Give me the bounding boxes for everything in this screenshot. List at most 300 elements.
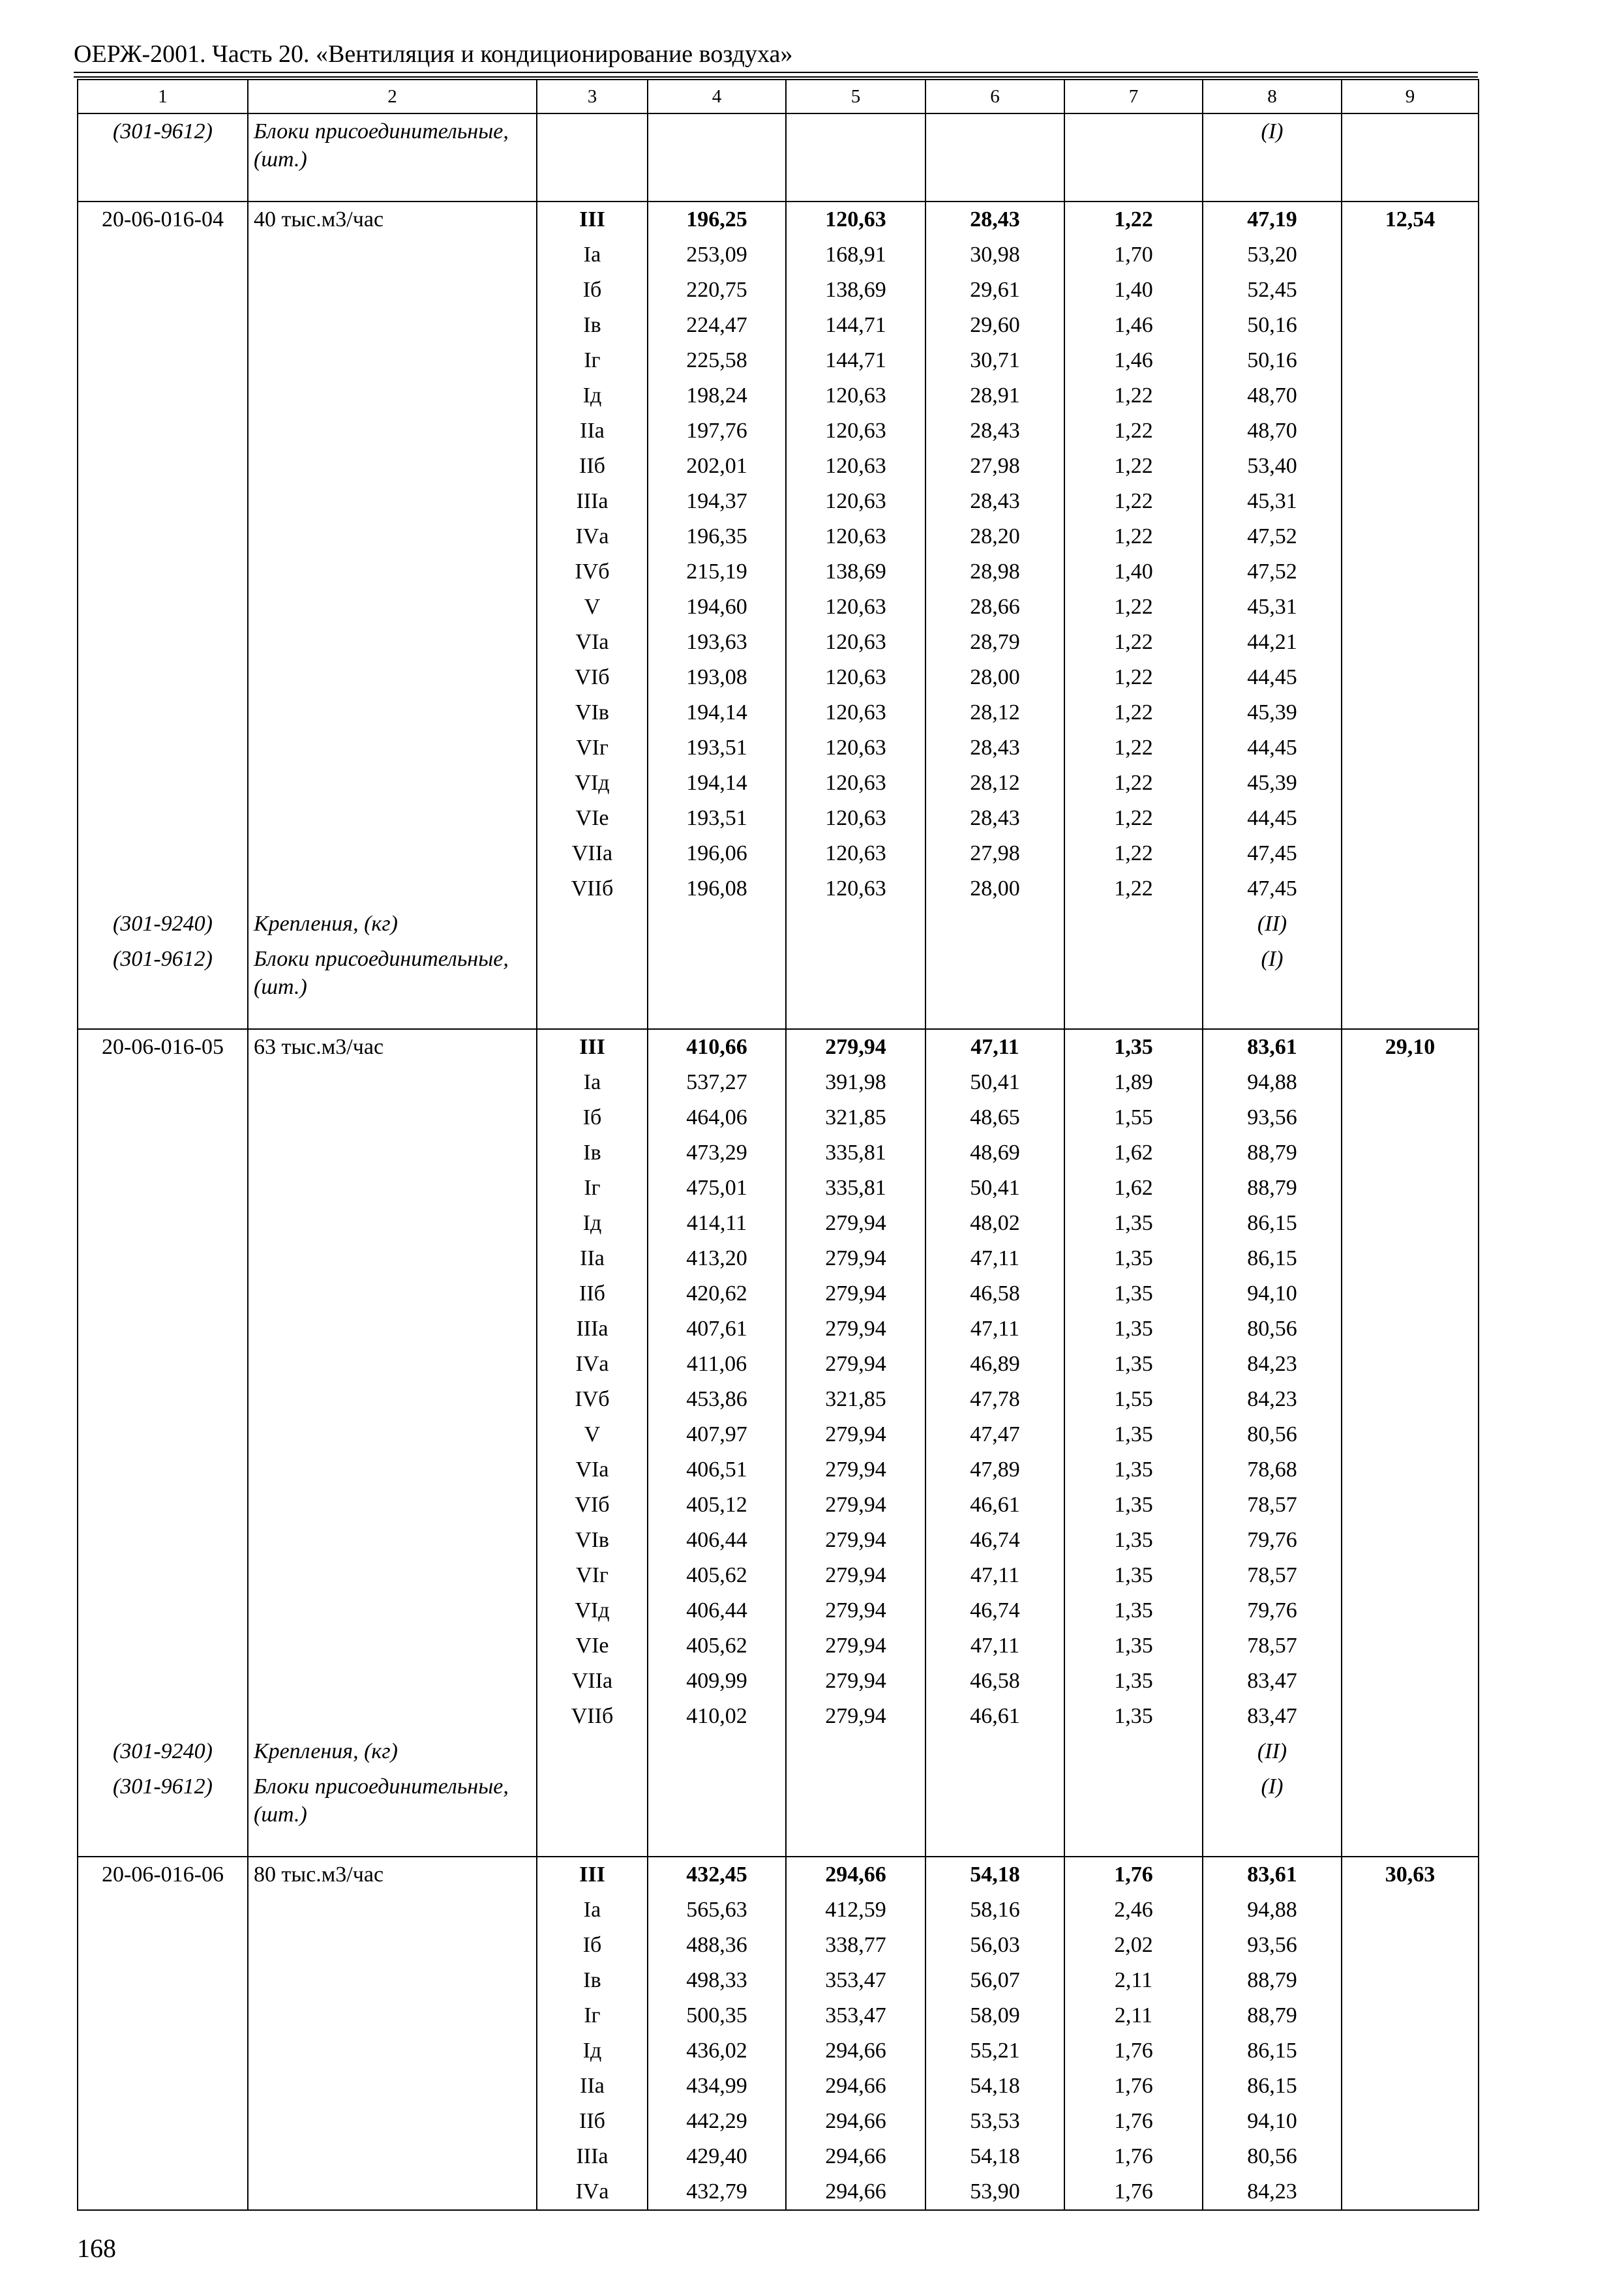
empty-cell	[1342, 1171, 1479, 1206]
empty-cell	[248, 1241, 537, 1276]
col7-value: 1,89	[1064, 1065, 1203, 1100]
empty-cell	[248, 1347, 537, 1382]
empty-cell	[248, 730, 537, 766]
empty-cell	[248, 2139, 537, 2174]
resource-name: Крепления, (кг)	[248, 906, 537, 942]
column-number-2: 2	[248, 80, 537, 113]
item-name: 63 тыс.м3/час	[248, 1029, 537, 1065]
col8-value: 53,20	[1203, 237, 1342, 273]
empty-cell	[248, 1135, 537, 1171]
table-row	[78, 1488, 1479, 1523]
empty-cell	[248, 237, 537, 273]
col4-value: 194,60	[648, 590, 786, 625]
col7-value: 1,22	[1064, 695, 1203, 730]
empty-cell	[1342, 766, 1479, 801]
column-number-9: 9	[1342, 80, 1479, 113]
col7-value: 1,40	[1064, 554, 1203, 590]
table-row	[78, 590, 1479, 625]
col7-value: 1,22	[1064, 871, 1203, 906]
empty-cell	[1342, 2069, 1479, 2104]
col7-value: 1,22	[1064, 836, 1203, 871]
resource-value: (I)	[1203, 113, 1342, 202]
col4-value: 215,19	[648, 554, 786, 590]
col8-value: 79,76	[1203, 1593, 1342, 1628]
empty-cell	[78, 1135, 248, 1171]
empty-cell	[78, 343, 248, 378]
col4-value: 225,58	[648, 343, 786, 378]
col5-value: 294,66	[786, 2069, 925, 2104]
col5-value: 279,94	[786, 1558, 925, 1593]
empty-cell	[1342, 871, 1479, 906]
zone-code: IVа	[537, 1347, 648, 1382]
empty-cell	[248, 1206, 537, 1241]
col6-value: 56,07	[925, 1963, 1064, 1998]
col7-value: 1,62	[1064, 1171, 1203, 1206]
col7-value: 2,11	[1064, 1998, 1203, 2033]
col6-value: 29,60	[925, 308, 1064, 343]
col5-value: 120,63	[786, 519, 925, 554]
empty-cell	[648, 1734, 786, 1769]
zone-code: IIIа	[537, 1311, 648, 1347]
col7-value: 2,46	[1064, 1893, 1203, 1928]
empty-cell	[78, 1928, 248, 1963]
col7-value: 1,35	[1064, 1699, 1203, 1734]
col7-value: 1,40	[1064, 273, 1203, 308]
empty-cell	[1342, 1998, 1479, 2033]
empty-cell	[248, 1417, 537, 1452]
empty-cell	[78, 1452, 248, 1488]
empty-cell	[1342, 1311, 1479, 1347]
col8-value: 52,45	[1203, 273, 1342, 308]
empty-cell	[248, 1558, 537, 1593]
col5-value: 120,63	[786, 378, 925, 413]
empty-cell	[248, 1382, 537, 1417]
empty-cell	[1342, 1065, 1479, 1100]
col5-value: 412,59	[786, 1893, 925, 1928]
col4-value: 429,40	[648, 2139, 786, 2174]
empty-cell	[648, 942, 786, 1029]
col5-value: 279,94	[786, 1206, 925, 1241]
rates-table	[77, 79, 1479, 2211]
col4-value: 253,09	[648, 237, 786, 273]
empty-cell	[248, 1065, 537, 1100]
col6-value: 30,98	[925, 237, 1064, 273]
col6-value: 27,98	[925, 836, 1064, 871]
col4-value: 453,86	[648, 1382, 786, 1417]
empty-cell	[78, 1276, 248, 1311]
resource-value: (I)	[1203, 942, 1342, 1029]
empty-cell	[78, 1241, 248, 1276]
col7-value: 1,35	[1064, 1417, 1203, 1452]
empty-cell	[78, 1664, 248, 1699]
col5-value: 353,47	[786, 1963, 925, 1998]
resource-name: Блоки присоединительные, (шт.)	[248, 942, 537, 1029]
col8-value: 94,10	[1203, 2104, 1342, 2139]
zone-code: VIIа	[537, 836, 648, 871]
zone-code: Iб	[537, 1928, 648, 1963]
table-row	[78, 343, 1479, 378]
col4-value: 410,66	[648, 1029, 786, 1065]
empty-cell	[78, 1998, 248, 2033]
col5-value: 144,71	[786, 308, 925, 343]
empty-cell	[248, 625, 537, 660]
empty-cell	[78, 1100, 248, 1135]
empty-cell	[648, 906, 786, 942]
col7-value: 2,11	[1064, 1963, 1203, 1998]
col8-value: 47,52	[1203, 554, 1342, 590]
empty-cell	[1342, 590, 1479, 625]
zone-code: IIа	[537, 1241, 648, 1276]
col4-value: 202,01	[648, 449, 786, 484]
resource-value: (I)	[1203, 1769, 1342, 1857]
col5-value: 120,63	[786, 202, 925, 237]
empty-cell	[78, 1593, 248, 1628]
col4-value: 220,75	[648, 273, 786, 308]
col8-value: 88,79	[1203, 1963, 1342, 1998]
zone-code: IIб	[537, 2104, 648, 2139]
empty-cell	[1064, 1769, 1203, 1857]
zone-code: IIIа	[537, 484, 648, 519]
table-row	[78, 449, 1479, 484]
empty-cell	[1342, 695, 1479, 730]
col8-value: 78,57	[1203, 1628, 1342, 1664]
empty-cell	[248, 519, 537, 554]
resource-code: (301-9612)	[78, 1769, 248, 1857]
col6-value: 55,21	[925, 2033, 1064, 2069]
empty-cell	[537, 1769, 648, 1857]
zone-code: Iв	[537, 1135, 648, 1171]
col6-value: 28,20	[925, 519, 1064, 554]
col5-value: 138,69	[786, 554, 925, 590]
item-name: 40 тыс.м3/час	[248, 202, 537, 237]
empty-cell	[78, 1628, 248, 1664]
zone-code: Iа	[537, 1065, 648, 1100]
table-row	[78, 836, 1479, 871]
empty-cell	[248, 1276, 537, 1311]
col4-value: 406,44	[648, 1523, 786, 1558]
table-row	[78, 2139, 1479, 2174]
resource-row	[78, 1734, 1479, 1769]
col5-value: 120,63	[786, 730, 925, 766]
table-row	[78, 1100, 1479, 1135]
zone-code: VIб	[537, 660, 648, 695]
col8-value: 44,21	[1203, 625, 1342, 660]
col7-value: 1,22	[1064, 202, 1203, 237]
col8-value: 50,16	[1203, 308, 1342, 343]
col5-value: 120,63	[786, 766, 925, 801]
col6-value: 28,91	[925, 378, 1064, 413]
zone-code: Iв	[537, 308, 648, 343]
col5-value: 294,66	[786, 2104, 925, 2139]
col4-value: 475,01	[648, 1171, 786, 1206]
col7-value: 1,35	[1064, 1558, 1203, 1593]
col5-value: 279,94	[786, 1523, 925, 1558]
empty-cell	[78, 1065, 248, 1100]
zone-code: Iв	[537, 1963, 648, 1998]
empty-cell	[1342, 1664, 1479, 1699]
resource-row	[78, 113, 1479, 202]
column-number-6: 6	[925, 80, 1064, 113]
col8-value: 86,15	[1203, 1206, 1342, 1241]
empty-cell	[1342, 1523, 1479, 1558]
col7-value: 1,35	[1064, 1241, 1203, 1276]
empty-cell	[786, 906, 925, 942]
zone-code: VIIб	[537, 1699, 648, 1734]
col6-value: 47,11	[925, 1311, 1064, 1347]
col8-value: 48,70	[1203, 413, 1342, 449]
empty-cell	[786, 942, 925, 1029]
col5-value: 120,63	[786, 660, 925, 695]
column-number-8: 8	[1203, 80, 1342, 113]
table-row	[78, 1452, 1479, 1488]
col6-value: 48,69	[925, 1135, 1064, 1171]
empty-cell	[537, 906, 648, 942]
col5-value: 391,98	[786, 1065, 925, 1100]
empty-cell	[925, 942, 1064, 1029]
table-row	[78, 1523, 1479, 1558]
col4-value: 193,51	[648, 730, 786, 766]
empty-cell	[1342, 1100, 1479, 1135]
col4-value: 194,14	[648, 766, 786, 801]
col4-value: 410,02	[648, 1699, 786, 1734]
col9-value: 12,54	[1342, 202, 1479, 237]
empty-cell	[1342, 942, 1479, 1029]
col4-value: 196,06	[648, 836, 786, 871]
col8-value: 47,45	[1203, 871, 1342, 906]
table-row	[78, 1171, 1479, 1206]
col8-value: 50,16	[1203, 343, 1342, 378]
col6-value: 28,43	[925, 730, 1064, 766]
col4-value: 500,35	[648, 1998, 786, 2033]
table-row	[78, 2174, 1479, 2210]
zone-code: VIг	[537, 1558, 648, 1593]
col5-value: 120,63	[786, 449, 925, 484]
col6-value: 47,11	[925, 1029, 1064, 1065]
zone-code: Iд	[537, 378, 648, 413]
empty-cell	[78, 2174, 248, 2210]
empty-cell	[248, 413, 537, 449]
col5-value: 279,94	[786, 1628, 925, 1664]
empty-cell	[78, 554, 248, 590]
col7-value: 1,70	[1064, 237, 1203, 273]
empty-cell	[78, 484, 248, 519]
zone-code: IIа	[537, 413, 648, 449]
col5-value: 120,63	[786, 695, 925, 730]
col8-value: 83,47	[1203, 1699, 1342, 1734]
col8-value: 86,15	[1203, 2069, 1342, 2104]
empty-cell	[78, 1311, 248, 1347]
item-code: 20-06-016-06	[78, 1857, 248, 1893]
col4-value: 488,36	[648, 1928, 786, 1963]
col6-value: 58,09	[925, 1998, 1064, 2033]
empty-cell	[78, 2033, 248, 2069]
col5-value: 120,63	[786, 413, 925, 449]
table-row	[78, 1347, 1479, 1382]
col5-value: 279,94	[786, 1593, 925, 1628]
col4-value: 409,99	[648, 1664, 786, 1699]
col6-value: 48,65	[925, 1100, 1064, 1135]
zone-code: IVб	[537, 1382, 648, 1417]
empty-cell	[78, 2069, 248, 2104]
col8-value: 84,23	[1203, 1347, 1342, 1382]
empty-cell	[248, 590, 537, 625]
empty-cell	[248, 343, 537, 378]
col6-value: 50,41	[925, 1171, 1064, 1206]
column-number-7: 7	[1064, 80, 1203, 113]
col4-value: 407,97	[648, 1417, 786, 1452]
empty-cell	[1342, 2104, 1479, 2139]
col4-value: 432,45	[648, 1857, 786, 1893]
zone-code: VIв	[537, 695, 648, 730]
empty-cell	[1342, 413, 1479, 449]
col7-value: 1,22	[1064, 590, 1203, 625]
empty-cell	[78, 1963, 248, 1998]
zone-code: IIа	[537, 2069, 648, 2104]
table-row	[78, 695, 1479, 730]
col4-value: 565,63	[648, 1893, 786, 1928]
col4-value: 194,37	[648, 484, 786, 519]
empty-cell	[248, 1928, 537, 1963]
empty-cell	[925, 113, 1064, 202]
col6-value: 46,89	[925, 1347, 1064, 1382]
col8-value: 44,45	[1203, 660, 1342, 695]
empty-cell	[248, 801, 537, 836]
col5-value: 279,94	[786, 1276, 925, 1311]
table-row	[78, 237, 1479, 273]
col8-value: 47,19	[1203, 202, 1342, 237]
empty-cell	[78, 378, 248, 413]
empty-cell	[248, 2174, 537, 2210]
col8-value: 44,45	[1203, 730, 1342, 766]
zone-code: VIв	[537, 1523, 648, 1558]
col7-value: 1,35	[1064, 1029, 1203, 1065]
zone-code: VIб	[537, 1488, 648, 1523]
table-row	[78, 1998, 1479, 2033]
empty-cell	[1342, 449, 1479, 484]
col5-value: 279,94	[786, 1311, 925, 1347]
resource-name: Блоки присоединительные, (шт.)	[248, 1769, 537, 1857]
table-row	[78, 1276, 1479, 1311]
col4-value: 498,33	[648, 1963, 786, 1998]
col8-value: 80,56	[1203, 1311, 1342, 1347]
col8-value: 83,47	[1203, 1664, 1342, 1699]
col8-value: 94,88	[1203, 1893, 1342, 1928]
col7-value: 1,35	[1064, 1276, 1203, 1311]
col5-value: 120,63	[786, 590, 925, 625]
col4-value: 432,79	[648, 2174, 786, 2210]
col8-value: 84,23	[1203, 1382, 1342, 1417]
zone-code: V	[537, 1417, 648, 1452]
table-row	[78, 1135, 1479, 1171]
col8-value: 45,39	[1203, 766, 1342, 801]
col4-value: 405,62	[648, 1558, 786, 1593]
col8-value: 86,15	[1203, 1241, 1342, 1276]
empty-cell	[248, 1311, 537, 1347]
resource-row	[78, 1769, 1479, 1857]
col7-value: 1,22	[1064, 625, 1203, 660]
empty-cell	[78, 449, 248, 484]
empty-cell	[1342, 378, 1479, 413]
zone-code: IVа	[537, 519, 648, 554]
col6-value: 28,43	[925, 801, 1064, 836]
col5-value: 294,66	[786, 1857, 925, 1893]
empty-cell	[78, 1347, 248, 1382]
empty-cell	[248, 2104, 537, 2139]
header-rule-top	[74, 72, 1478, 73]
col5-value: 335,81	[786, 1171, 925, 1206]
empty-cell	[248, 2033, 537, 2069]
resource-code: (301-9240)	[78, 1734, 248, 1769]
zone-code: VIе	[537, 801, 648, 836]
empty-cell	[78, 1488, 248, 1523]
column-number-3: 3	[537, 80, 648, 113]
table-row	[78, 1928, 1479, 1963]
col4-value: 406,44	[648, 1593, 786, 1628]
empty-cell	[1342, 1241, 1479, 1276]
table-row	[78, 660, 1479, 695]
empty-cell	[1064, 113, 1203, 202]
col4-value: 407,61	[648, 1311, 786, 1347]
zone-code: Iб	[537, 273, 648, 308]
empty-cell	[78, 1206, 248, 1241]
col6-value: 50,41	[925, 1065, 1064, 1100]
empty-cell	[1342, 308, 1479, 343]
empty-cell	[1064, 942, 1203, 1029]
table-row	[78, 1963, 1479, 1998]
col5-value: 279,94	[786, 1347, 925, 1382]
table-row	[78, 2069, 1479, 2104]
col4-value: 413,20	[648, 1241, 786, 1276]
empty-cell	[1342, 2139, 1479, 2174]
table-row	[78, 413, 1479, 449]
table-row	[78, 1558, 1479, 1593]
column-number-5: 5	[786, 80, 925, 113]
col6-value: 29,61	[925, 273, 1064, 308]
table-row	[78, 484, 1479, 519]
page-number: 168	[77, 2234, 116, 2263]
col6-value: 46,74	[925, 1593, 1064, 1628]
col4-value: 442,29	[648, 2104, 786, 2139]
empty-cell	[248, 554, 537, 590]
col4-value: 406,51	[648, 1452, 786, 1488]
zone-code: Iд	[537, 2033, 648, 2069]
empty-cell	[1342, 1699, 1479, 1734]
table-row	[78, 1893, 1479, 1928]
zone-code: V	[537, 590, 648, 625]
empty-cell	[78, 871, 248, 906]
empty-cell	[78, 836, 248, 871]
empty-cell	[78, 1558, 248, 1593]
col4-value: 196,35	[648, 519, 786, 554]
empty-cell	[1342, 1893, 1479, 1928]
empty-cell	[78, 1382, 248, 1417]
col7-value: 1,35	[1064, 1488, 1203, 1523]
empty-cell	[925, 1769, 1064, 1857]
col5-value: 144,71	[786, 343, 925, 378]
col6-value: 30,71	[925, 343, 1064, 378]
item-name: 80 тыс.м3/час	[248, 1857, 537, 1893]
col7-value: 1,35	[1064, 1347, 1203, 1382]
col6-value: 56,03	[925, 1928, 1064, 1963]
empty-cell	[1342, 2033, 1479, 2069]
col7-value: 1,46	[1064, 308, 1203, 343]
empty-cell	[248, 1523, 537, 1558]
table-row	[78, 273, 1479, 308]
empty-cell	[1342, 1734, 1479, 1769]
resource-name: Крепления, (кг)	[248, 1734, 537, 1769]
col7-value: 1,55	[1064, 1382, 1203, 1417]
empty-cell	[648, 113, 786, 202]
